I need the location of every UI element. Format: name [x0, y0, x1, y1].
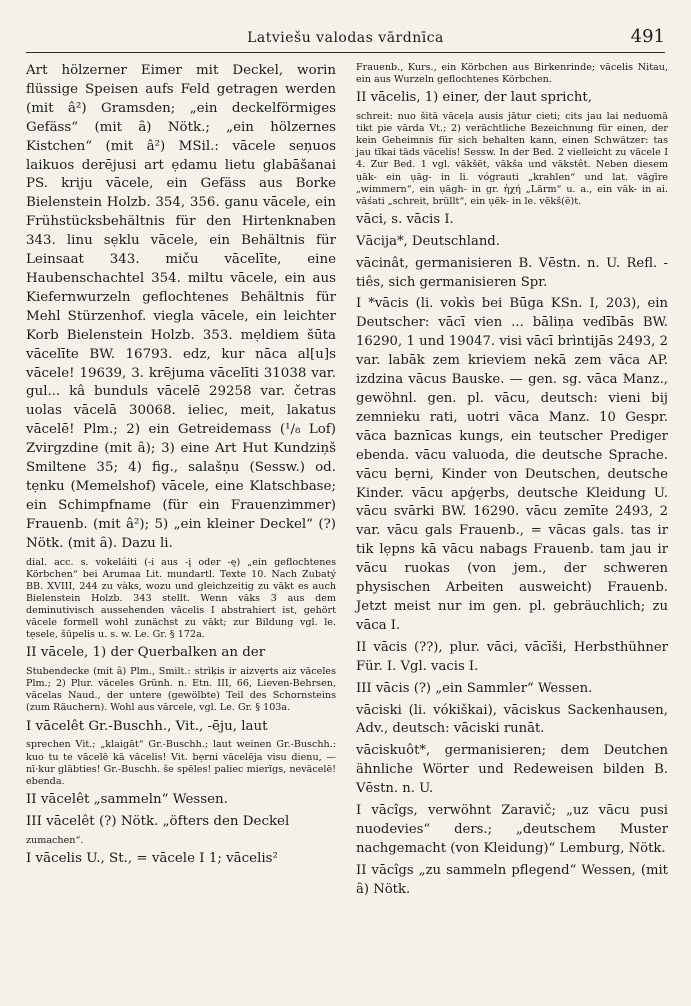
entry-text: zumachen“. [26, 834, 84, 846]
entry-text: I *vācis (li. vokìs bei Būga KSn. I, 203), ein Deutscher: vācī vien ... bāliņa vedībās BW. 16290, 1 und 19047. visi vācī brìntijās 2493, 2 var. labāk zem krieviem nekā zem vāca AP. izdzina vācus Bauske. — gen. sg. vāca Manz., gewöhnl. gen. pl. vācu, deutsch: vieni bij zemnieku rati, uotri vāca Manz. 10 Gespr. vāca baznīcas kungs, ein teutscher Prediger ebenda. vācu valuoda, die deutsche Sprache. vācu bẹrni, Kinder von Deutschen, deutsche Kinder. vācu apģẹrbs, deutsche Kleidung U. vācu svārki BW. 16290. vācu zemīte 2493, 2 var. vācu gals Frauenb., = vācas gals. tas ir tik lẹpns kā vācu nabags Frauenb. tam jau ir vācu ruokas (von jem., der schweren physischen Arbeiten ausweicht) Frauenb. Jetzt meist nur im gen. pl. gebräuchlich; zu vāca I. [356, 296, 668, 633]
entry-text: III vācelêt (?) Nötk. „öfters den Deckel [26, 813, 290, 829]
entry-text: Frauenb., Kurs., ein Körbchen aus Birkenrinde; vācelis Nitau, ein aus Wurzeln geflochtenes Körbchen. [356, 62, 668, 86]
entry-text: I vācelis U., St., = vācele I 1; vācelis² [26, 850, 278, 866]
entry-text: vāciskuôt*, germanisieren; dem Deutchen ähnliche Wörter und Redeweisen bilden B. Vēstn. n. U. [356, 743, 668, 797]
page-number: 491 [630, 26, 665, 47]
entry-text: schreit: nuo šitā vāceļa ausis jātur cieti; cits jau lai neduomā tikt pie vārda Vt.; 2) verächtliche Bezeichnung für einen, der kein Geheimnis für sich behalten kann, einen Schwätzer: tas jau tīkai tāds vācelis! Sessw. In der Bed. 2 vielleicht zu vācele I 4. Zur Bed. 1 vgl. vākšēt, vākša und vākstêt. Neben diesem ụāk- ein ụāg- in li. vógrauti „krahlen“ und lat. vāgīre „wimmern“, ein ụāgh- in gr. ἠχή „Lärm“ u. a., ein vāk- in ai. vāśati „schreit, brüllt“, ein ụēk- in le. vēkš(ē)t. [356, 111, 668, 207]
running-title: Latviešu valodas vārdnīca [247, 30, 444, 46]
page-header [26, 8, 665, 53]
entry-etymology: dial. acc. s. vokeláiti (-i aus -į oder -ę) „ein geflochtenes Körbchen“ bei Arumaa Lit. mundartl. Texte 10. Nach Zubatý BB. XVIII, 244 zu vàks, wozu und gleichzeitig zu vākt es auch Bielenstein Holzb. 343 stellt. Wenn vāks 3 aus dem deminutivisch aussehenden vācelis I abstrahiert ist, gehört vācele formell wohl zunächst zu vākt; zur Bildung vgl. le. tẹsele, šūpelis u. s. w. Le. Gr. § 172a. [26, 556, 336, 641]
entry-text: II vācele, 1) der Querbalken an der [26, 645, 266, 661]
entry-text: I vācîgs, verwöhnt Zaravič; „uz vācu pusi nuodevies“ ders.; „deutschem Muster nachgemacht (von Kleidung)“ Lemburg, Nötk. [356, 803, 668, 856]
entry-text: vāciski (li. vókiškai), vāciskus Sackenhausen, Adv., deutsch: vāciski runāt. [356, 702, 668, 737]
entry-text: vāci, s. vācis I. [356, 211, 454, 227]
entry-text: I vācelêt Gr.-Buschh., Vit., -ēju, laut [26, 718, 268, 734]
entry-text: Stubendecke (mit ȃ) Plm., Smilt.: strìķis ir aizvẹrts aiz vāceles Plm.; 2) Plur. vāceles Grünh. n. Etn. III, 66, Lieven-Behrsen, vācelas Naud., der untere (gewölbte) Teil des Schornsteins (zum Räuchern). Wohl aus vārcele, vgl. Le. Gr. § 103a. [26, 666, 336, 714]
entry-text: Art hölzerner Eimer mit Deckel, worin flüssige Speisen aufs Feld getragen werden (mit â²) Gramsden; „ein deckelförmiges Gefäss“ (mit ȃ) Nötk.; „ein hölzernes Kistchen“ (mit â²) MSil.: vācele seņuos laikuos derējusi art ẹdamu lietu glabāšanai PS. kriju vācele, ein Gefäss aus Borke Bielenstein Holzb. 354, 356. ganu vācele, ein Frühstücksbehältnis für den Hirtenknaben 343. linu sẹklu vācele, ein Behältnis für Leinsaat 343. miču vācelīte, eine Haubenschachtel 354. miltu vācele, ein aus Kiefernwurzeln geflochtenes Behältnis für Mehl Stürzenhof. viegla vācele, ein leichter Korb Bielenstein Holzb. 353. mẹldiem šūta vācelīte BW. 16793. edz, kur nāca al[u]s vācele! 19639, 3. krējuma vācelīti 31038 var. gul... kâ bunduls vācelē 29258 var. četras uolas vācelā 30068. ieliec, meit, lakatus vācelē! Plm.; 2) ein Getreidemass (¹/₈ Lof) Zvirgzdine (mit ȃ); 3) eine Art Hut Kundziņš Smiltene 35; 4) fig., salašņu (Sessw.) od. tẹnku (Memelshof) vācele, eine Klatschbase; ein Schimpfname (für ein Frauenzimmer) Frauenb. (mit â²); 5) „ein kleiner Deckel“ (?) Nötk. (mit ȃ). Dazu li. [26, 63, 336, 551]
left-column [26, 62, 336, 872]
entry-text: III vācis (?) „ein Sammler“ Wessen. [356, 680, 593, 696]
entry-text: Vācija*, Deutschland. [356, 233, 500, 249]
entry-text: sprechen Vit.; „klaigāt“ Gr.-Buschh.; laut weinen Gr.-Buschh.: kuo tu te vācelē kā vācelis! Vit. bẹrni vācelēja visu dienu, — nī·kur glābties! Gr.-Buschh. še spēles! paliec mierīgs, nevācelē! ebenda. [26, 739, 336, 787]
entry-text: vācinât, germanisieren B. Vēstn. n. U. Refl. -tiês, sich germanisieren Spr. [356, 255, 668, 290]
entry-text: II vācîgs „zu sammeln pflegend“ Wessen, (mit ȃ) Nötk. [356, 862, 668, 897]
entry-text: II vācelêt „sammeln“ Wessen. [26, 791, 228, 807]
right-column [356, 62, 668, 903]
entry-text: II vācis (??), plur. vāci, vācīši, Herbsthühner Für. I. Vgl. vacis I. [356, 639, 668, 674]
entry-text: II vācelis, 1) einer, der laut spricht, [356, 90, 592, 106]
